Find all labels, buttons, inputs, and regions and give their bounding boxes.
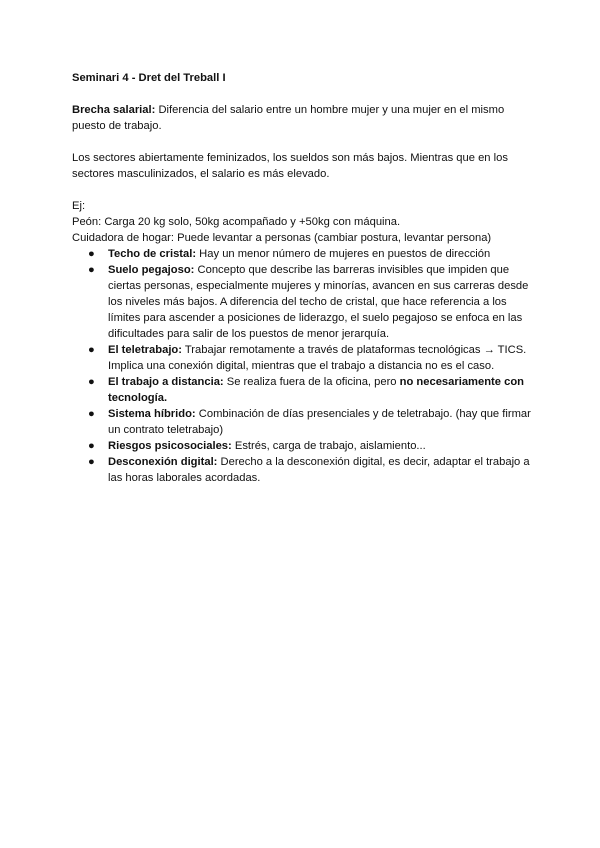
list-item-techo-cristal xyxy=(72,246,532,262)
bullet-icon: ● xyxy=(88,248,95,260)
brecha-salarial-paragraph xyxy=(72,102,532,134)
document-page xyxy=(72,70,532,486)
list-item-sistema-hibrido xyxy=(72,406,532,438)
bullet-icon: ● xyxy=(88,264,95,276)
bullet-icon: ● xyxy=(88,456,95,468)
bullet-icon: ● xyxy=(88,344,95,356)
list-item-term: El teletrabajo: xyxy=(108,344,182,356)
list-item-trabajo-distancia xyxy=(72,374,532,406)
list-item-emphasis: no necesariamente con tecnología. xyxy=(108,376,524,404)
list-item-term: Riesgos psicosociales: xyxy=(108,440,232,452)
bullet-icon: ● xyxy=(88,440,95,452)
list-item-text: Derecho a la desconexión digital, es decir, adaptar el trabajo a las horas laborales acordadas. xyxy=(108,456,530,484)
list-item-teletrabajo xyxy=(72,342,532,374)
bullet-icon: ● xyxy=(88,408,95,420)
bullet-icon: ● xyxy=(88,376,95,388)
list-item-text: Concepto que describe las barreras invisibles que impiden que ciertas personas, especialmente mujeres y minorías, avancen en sus carreras desde los niveles más bajos. A diferencia del techo de cristal, que hace referencia a los límites para ascender a posiciones de liderazgo, el suelo pegajoso se enfoca en las dificultades para salir de los puestos de menor jerarquía. xyxy=(108,264,529,340)
example-label: Ej: xyxy=(72,200,86,212)
list-item-term: Sistema híbrido: xyxy=(108,408,196,420)
example-cuidadora: Cuidadora de hogar: Puede levantar a personas (cambiar postura, levantar persona) xyxy=(72,232,492,244)
list-item-text: Hay un menor número de mujeres en puestos de dirección xyxy=(196,248,491,260)
document-title: Seminari 4 - Dret del Treball I xyxy=(72,72,226,84)
list-item-text: Estrés, carga de trabajo, aislamiento... xyxy=(231,440,426,452)
list-item-term: El trabajo a distancia: xyxy=(108,376,224,388)
sectores-paragraph: Los sectores abiertamente feminizados, los sueldos son más bajos. Mientras que en los sectores masculinizados, el salario es más elevado. xyxy=(72,152,508,180)
brecha-salarial-term: Brecha salarial: xyxy=(72,104,156,116)
list-item-term: Suelo pegajoso: xyxy=(108,264,195,276)
list-item-text: Combinación de días presenciales y de teletrabajo. (hay que firmar un contrato teletrabajo) xyxy=(108,408,531,436)
list-item-term: Desconexión digital: xyxy=(108,456,218,468)
example-peon: Peón: Carga 20 kg solo, 50kg acompañado y +50kg con máquina. xyxy=(72,216,401,228)
list-item-term: Techo de cristal: xyxy=(108,248,197,260)
example-block xyxy=(72,198,532,246)
list-item-riesgos-psicosociales xyxy=(72,438,532,454)
list-item-text: Trabajar remotamente a través de plataformas tecnológicas → TICS. Implica una conexión digital, mientras que el trabajo a distancia no es el caso. xyxy=(108,344,527,372)
concepts-list xyxy=(72,246,532,486)
brecha-salarial-definition: Diferencia del salario entre un hombre mujer y una mujer en el mismo puesto de trabajo. xyxy=(72,104,505,132)
list-item-desconexion-digital xyxy=(72,454,532,486)
list-item-suelo-pegajoso xyxy=(72,262,532,342)
list-item-text: Se realiza fuera de la oficina, pero xyxy=(223,376,400,388)
